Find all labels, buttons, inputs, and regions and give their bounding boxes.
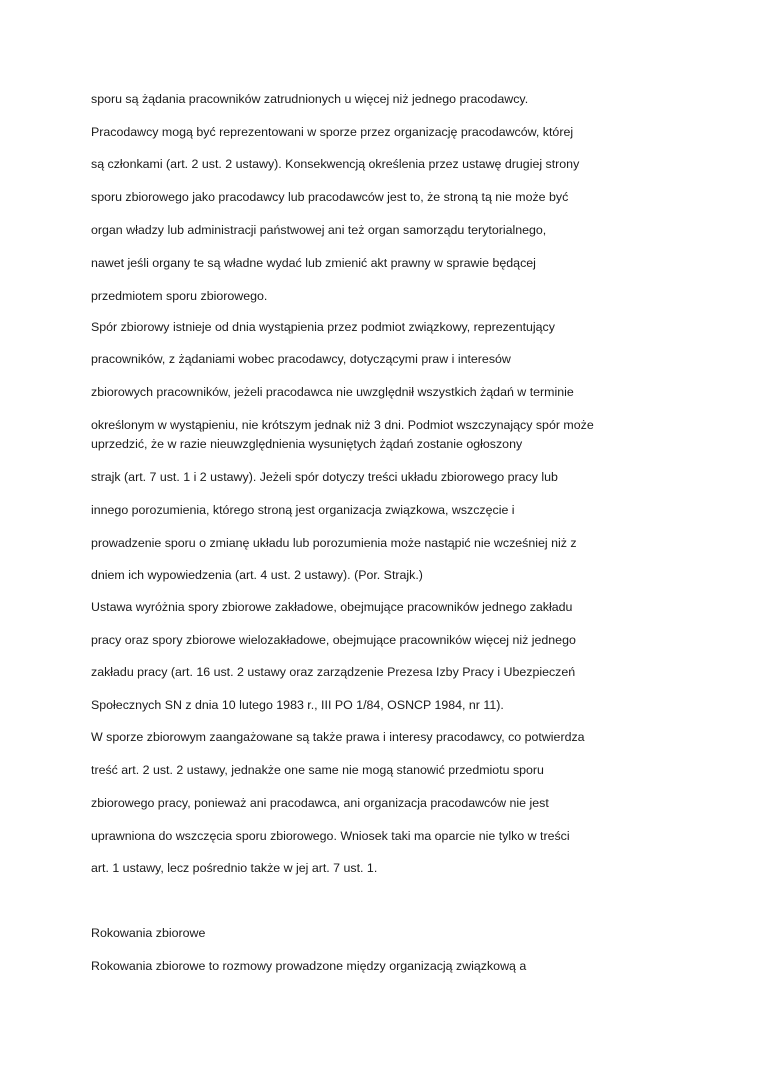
text-line: uprawniona do wszczęcia sporu zbiorowego. Wniosek taki ma oparcie nie tylko w treści [91, 829, 570, 843]
text-line: innego porozumienia, którego stroną jest organizacja związkowa, wszczęcie i [91, 503, 515, 517]
text-line: prowadzenie sporu o zmianę układu lub porozumienia może nastąpić nie wcześniej niż z [91, 536, 577, 550]
text-line: sporu zbiorowego jako pracodawcy lub pracodawców jest to, że stroną tą nie może być [91, 190, 569, 204]
text-line: są członkami (art. 2 ust. 2 ustawy). Konsekwencją określenia przez ustawę drugiej strony [91, 157, 580, 171]
section-heading: Rokowania zbiorowe [91, 926, 206, 940]
text-line: Społecznych SN z dnia 10 lutego 1983 r., III PO 1/84, OSNCP 1984, nr 11). [91, 698, 504, 712]
text-line: Spór zbiorowy istnieje od dnia wystąpienia przez podmiot związkowy, reprezentujący [91, 320, 555, 334]
text-line: dniem ich wypowiedzenia (art. 4 ust. 2 ustawy). (Por. Strajk.) [91, 568, 423, 582]
text-line: zakładu pracy (art. 16 ust. 2 ustawy oraz zarządzenie Prezesa Izby Pracy i Ubezpieczeń [91, 665, 576, 679]
text-line: nawet jeśli organy te są władne wydać lub zmienić akt prawny w sprawie będącej [91, 256, 536, 270]
text-line: zbiorowych pracowników, jeżeli pracodawca nie uwzględnił wszystkich żądań w terminie [91, 385, 574, 399]
text-line: W sporze zbiorowym zaangażowane są także prawa i interesy pracodawcy, co potwierdza [91, 730, 585, 744]
text-line: pracy oraz spory zbiorowe wielozakładowe, obejmujące pracowników więcej niż jednego [91, 633, 576, 647]
text-line: Rokowania zbiorowe to rozmowy prowadzone między organizacją związkową a [91, 959, 527, 973]
text-line: zbiorowego pracy, ponieważ ani pracodawca, ani organizacja pracodawców nie jest [91, 796, 549, 810]
text-line: strajk (art. 7 ust. 1 i 2 ustawy). Jeżeli spór dotyczy treści układu zbiorowego pracy lub [91, 470, 558, 484]
text-line: art. 1 ustawy, lecz pośrednio także w jej art. 7 ust. 1. [91, 861, 378, 875]
text-line: określonym w wystąpieniu, nie krótszym jednak niż 3 dni. Podmiot wszczynający spór może [91, 418, 594, 432]
text-line: treść art. 2 ust. 2 ustawy, jednakże one same nie mogą stanowić przedmiotu sporu [91, 763, 544, 777]
text-line: uprzedzić, że w razie nieuwzględnienia wysuniętych żądań zostanie ogłoszony [91, 437, 523, 451]
text-line: Pracodawcy mogą być reprezentowani w sporze przez organizację pracodawców, której [91, 125, 574, 139]
text-line: Ustawa wyróżnia spory zbiorowe zakładowe, obejmujące pracowników jednego zakładu [91, 600, 573, 614]
text-line: pracowników, z żądaniami wobec pracodawcy, dotyczącymi praw i interesów [91, 352, 511, 366]
text-line: przedmiotem sporu zbiorowego. [91, 289, 268, 303]
text-line: sporu są żądania pracowników zatrudnionych u więcej niż jednego pracodawcy. [91, 92, 529, 106]
text-line: organ władzy lub administracji państwowej ani też organ samorządu terytorialnego, [91, 223, 547, 237]
